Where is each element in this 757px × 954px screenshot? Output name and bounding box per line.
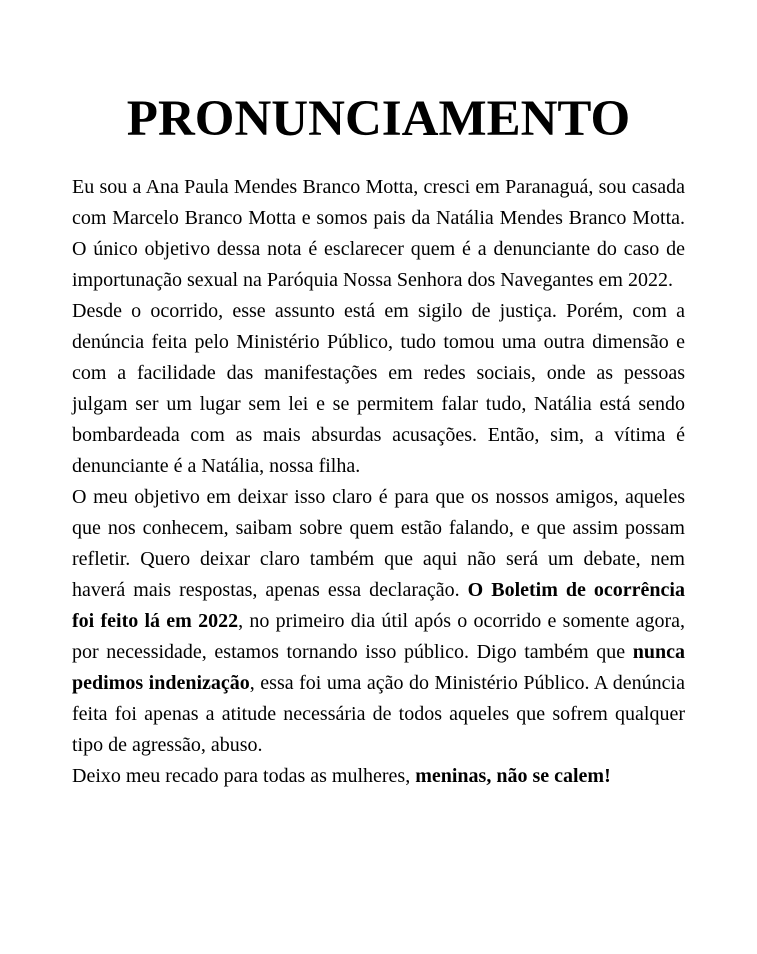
paragraph-purpose-text-2: , no primeiro dia útil após o ocorrido e somente agora, por necessidade, estamos tornando isso público. Digo também que (72, 610, 685, 663)
paragraph-purpose-text-3: , essa foi uma ação do Ministério Público. A denúncia feita foi apenas a atitude necessária de todos aqueles que sofrem qualquer tipo de agressão, abuso. (72, 672, 685, 756)
paragraph-introduction: Eu sou a Ana Paula Mendes Branco Motta, cresci em Paranaguá, sou casada com Marcelo Branco Motta e somos pais da Natália Mendes Branco Motta. O único objetivo dessa nota é esclarecer quem é a denunciante do caso de importunação sexual na Paróquia Nossa Senhora dos Navegantes em 2022. (72, 176, 685, 291)
statement-body (72, 172, 685, 792)
document-title: PRONUNCIAMENTO (126, 91, 631, 147)
paragraph-purpose-text-1: O meu objetivo em deixar isso claro é para que os nossos amigos, aqueles que nos conhecem, saibam sobre quem estão falando, e que assim possam refletir. Quero deixar claro também que aqui não será um debate, nem haverá mais respostas, apenas essa declaração. (72, 486, 685, 601)
highlight-no-compensation: nunca pedimos indenização (72, 641, 685, 694)
statement-document (72, 86, 685, 792)
paragraph-context: Desde o ocorrido, esse assunto está em sigilo de justiça. Porém, com a denúncia feita pelo Ministério Público, tudo tomou uma outra dimensão e com a facilidade das manifestações em redes sociais, onde as pessoas julgam ser um lugar sem lei e se permitem falar tudo, Natália está sendo bombardeada com as mais absurdas acusações. Então, sim, a vítima é denunciante é a Natália, nossa filha. (72, 300, 685, 477)
paragraph-closing-text: Deixo meu recado para todas as mulheres, (72, 765, 416, 787)
highlight-police-report: O Boletim de ocorrência foi feito lá em 2022 (72, 579, 685, 632)
paragraph-closing (72, 761, 685, 792)
paragraph-purpose (72, 482, 685, 761)
highlight-closing-message: meninas, não se calem! (415, 765, 611, 787)
